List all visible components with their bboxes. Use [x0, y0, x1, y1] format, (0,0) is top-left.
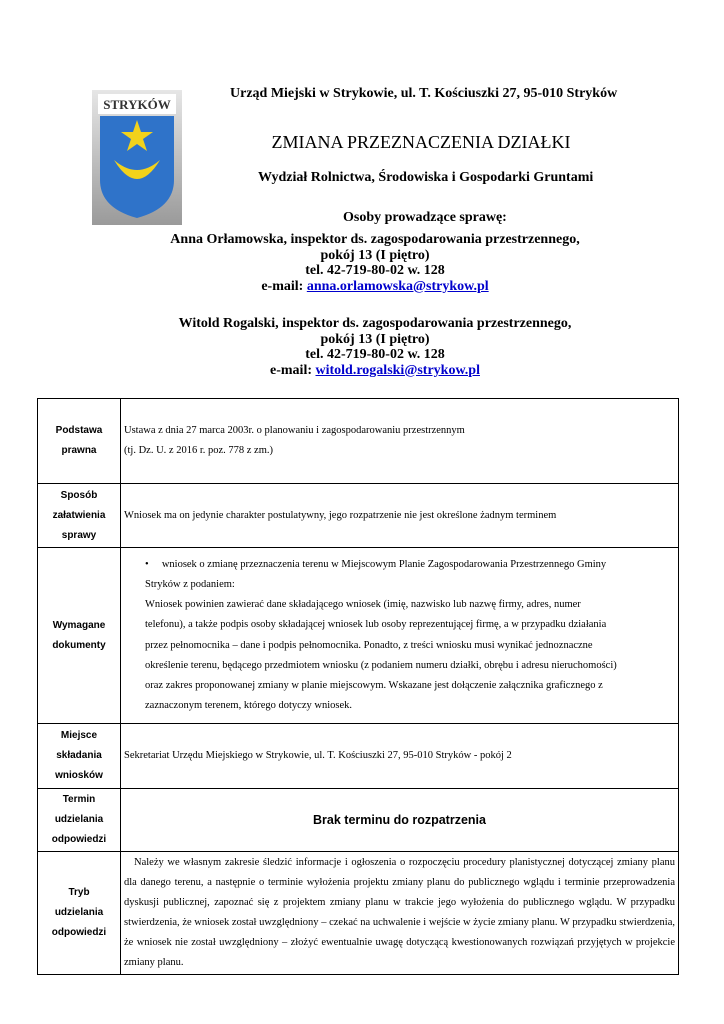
contact-block	[100, 316, 650, 378]
table-row	[38, 399, 679, 484]
row-value: Należy we własnym zakresie śledzić informacje i ogłoszenia o rozpoczęciu procedury planistycznej dotyczącej zmiany planu dla danego terenu, a następnie o terminie wyłożenia projektu zmiany planu do publicznego wglądu i terminie przeprowadzenia dyskusji publicznej, zapoznać się z projektem zmiany planu w trakcie jego wyłożenia do publicznego wglądu. W przypadku stwierdzenia, że wniosek został uwzględniony – czekać na uchwalenie i wejście w życie zmiany planu. W przypadku stwierdzenia, że wniosek nie został uwzględniony – złożyć ewentualnie uwagę dotyczącą kwestionowanych rozwiązań przyjętych w projekcie zmiany planu.	[121, 852, 679, 975]
row-label: Tryb udzielania odpowiedzi	[38, 852, 121, 975]
contact-block	[100, 232, 650, 294]
contact-name: Witold Rogalski, inspektor ds. zagospodarowania przestrzennego,	[178, 316, 572, 331]
row-label: Podstawa prawna	[38, 399, 121, 484]
table-row	[38, 724, 679, 789]
contact-name: Anna Orłamowska, inspektor ds. zagospodarowania przestrzennego,	[170, 232, 580, 247]
contact-room: pokój 13 (I piętro)	[320, 331, 430, 347]
row-value: Ustawa z dnia 27 marca 2003r. o planowaniu i zagospodarowaniu przestrzennym (tj. Dz. U. z 2016 r. poz. 778 z zm.)	[121, 399, 679, 484]
email-label: e-mail:	[270, 362, 316, 378]
stryków-crest	[92, 90, 182, 225]
office-address: Urząd Miejski w Strykowie, ul. T. Kościuszki 27, 95-010 Stryków	[230, 86, 618, 101]
crest-label: STRYKÓW	[103, 97, 171, 112]
email-link[interactable]: witold.rogalski@strykow.pl	[315, 362, 480, 378]
row-value: Sekretariat Urzędu Miejskiego w Strykowie, ul. T. Kościuszki 27, 95-010 Stryków - pokój 2	[121, 724, 679, 789]
row-label: Termin udzielania odpowiedzi	[38, 789, 121, 852]
table-row	[38, 789, 679, 852]
row-value: Wniosek ma on jedynie charakter postulatywny, jego rozpatrzenie nie jest określone żadnym terminem	[121, 484, 679, 548]
department-name: Wydział Rolnictwa, Środowiska i Gospodarki Gruntami	[258, 170, 594, 185]
contact-phone: tel. 42-719-80-02 w. 128	[305, 347, 445, 362]
table-row	[38, 548, 679, 724]
contact-phone: tel. 42-719-80-02 w. 128	[305, 263, 445, 278]
row-value: • wniosek o zmianę przeznaczenia terenu w Miejscowym Planie Zagospodarowania Przestrzennego Gminy Stryków z podaniem: Wniosek powinien zawierać dane składającego wniosek (imię, nazwisko lub nazwę firmy, adres, numer telefonu), a także podpis osoby składającej wniosek lub osoby reprezentującej firmę, a w przypadku działania przez pełnomocnika – dane i podpis pełnomocnika. Ponadto, z treści wniosku musi wynikać jednoznaczne określenie terenu, będącego przedmiotem wniosku (z podaniem numeru działki, obrębu i adresu nieruchomości) oraz zakres proponowanej zmiany w planie miejscowym. Wskazane jest dołączenie załącznika graficznego z zaznaczonym terenem, którego dotyczy wniosek.	[121, 548, 679, 724]
row-label: Wymagane dokumenty	[38, 548, 121, 724]
page-title: ZMIANA PRZEZNACZENIA DZIAŁKI	[271, 132, 571, 152]
email-link[interactable]: anna.orlamowska@strykow.pl	[306, 278, 489, 294]
contact-room: pokój 13 (I piętro)	[320, 247, 430, 263]
persons-heading: Osoby prowadzące sprawę:	[343, 210, 507, 225]
table-row	[38, 484, 679, 548]
bullet: •	[145, 558, 149, 570]
table-row	[38, 852, 679, 975]
procedure-table	[37, 398, 679, 975]
row-value: Brak terminu do rozpatrzenia	[121, 789, 679, 852]
email-label: e-mail:	[261, 278, 307, 294]
row-label: Sposób załatwienia sprawy	[38, 484, 121, 548]
row-label: Miejsce składania wniosków	[38, 724, 121, 789]
